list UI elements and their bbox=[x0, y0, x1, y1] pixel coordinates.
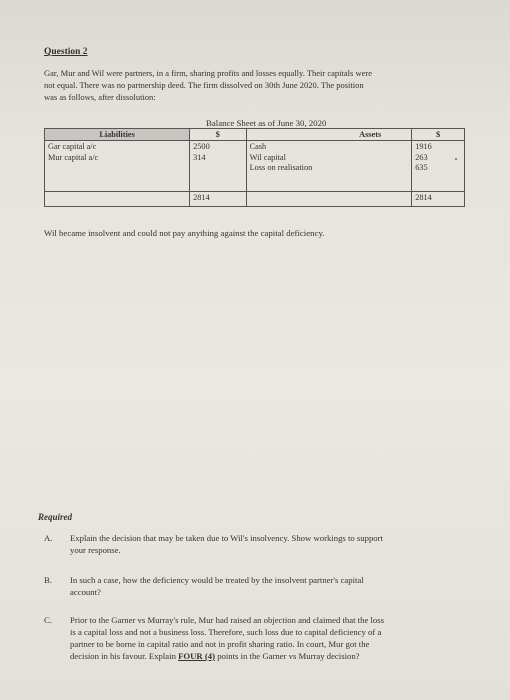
table-header-row bbox=[45, 129, 465, 141]
question-line: In such a case, how the deficiency would be treated by the insolvent partner's capital bbox=[70, 575, 364, 585]
intro-line: not equal. There was no partnership deed. The firm dissolved on 30th June 2020. The position bbox=[44, 80, 364, 90]
liability-amount: 2500 bbox=[193, 142, 210, 151]
insolvency-statement: Wil became insolvent and could not pay anything against the capital deficiency. bbox=[44, 228, 325, 238]
table-body-row bbox=[45, 141, 465, 192]
header-assets: Assets bbox=[246, 129, 412, 141]
question-line: Explain the decision that may be taken due to Wil's insolvency. Show workings to support bbox=[70, 533, 383, 543]
question-line: partner to be borne in capital ratio and not in profit sharing ratio. In court, Mur got the bbox=[70, 639, 370, 649]
balance-sheet-table bbox=[44, 128, 465, 207]
question-c bbox=[44, 614, 490, 666]
total-left-blank bbox=[45, 192, 190, 207]
question-line bbox=[70, 650, 384, 662]
header-liabilities: Liabilities bbox=[45, 129, 190, 141]
asset-amount: 635 bbox=[415, 163, 428, 172]
intro-line: Gar, Mur and Wil were partners, in a firm, sharing profits and losses equally. Their capitals were bbox=[44, 68, 372, 78]
asset-item: Cash bbox=[249, 142, 267, 151]
asset-item: Wil capital bbox=[249, 152, 286, 162]
header-dollar-right: $ bbox=[412, 129, 465, 141]
balance-sheet-title: Balance Sheet as of June 30, 2020 bbox=[206, 118, 327, 128]
asset-amounts-cell bbox=[412, 141, 465, 192]
emphasis-four: FOUR (4) bbox=[178, 651, 216, 661]
question-line: your response. bbox=[70, 545, 121, 555]
assets-cell bbox=[246, 141, 412, 192]
question-line: is a capital loss and not a business loss. Therefore, such loss due to capital deficiency of a bbox=[70, 627, 382, 637]
question-title: Question 2 bbox=[44, 47, 88, 57]
total-right-blank bbox=[246, 192, 412, 207]
intro-paragraph bbox=[44, 67, 462, 103]
liabilities-cell bbox=[45, 141, 190, 192]
liability-item: Mur capital a/c bbox=[48, 152, 99, 162]
question-line: Prior to the Garner vs Murray's rule, Mur had raised an objection and claimed that the loss bbox=[70, 615, 384, 625]
total-left: 2814 bbox=[190, 192, 246, 207]
intro-line: was as follows, after dissolution: bbox=[44, 92, 156, 102]
total-right: 2814 bbox=[412, 192, 465, 207]
question-letter: C. bbox=[44, 615, 52, 625]
question-letter: B. bbox=[44, 575, 52, 585]
table-total-row bbox=[45, 192, 465, 207]
asset-amount: 1916 bbox=[415, 142, 432, 151]
stray-mark bbox=[455, 158, 457, 160]
question-letter: A. bbox=[44, 533, 53, 543]
question-text bbox=[70, 614, 384, 662]
question-a bbox=[44, 532, 484, 558]
header-dollar-left: $ bbox=[190, 129, 246, 141]
question-line: account? bbox=[70, 587, 101, 597]
liability-amount: 314 bbox=[193, 152, 206, 162]
liability-amounts-cell bbox=[190, 141, 246, 192]
asset-amount: 263 bbox=[415, 152, 428, 162]
question-line-prefix: decision in his favour. Explain bbox=[70, 651, 179, 661]
question-text bbox=[70, 574, 364, 598]
question-b bbox=[44, 574, 484, 600]
question-line-suffix: points in the Garner vs Murray decision? bbox=[215, 651, 360, 661]
required-heading: Required bbox=[38, 512, 73, 522]
liability-item: Gar capital a/c bbox=[48, 142, 97, 151]
asset-item: Loss on realisation bbox=[249, 163, 313, 172]
question-text bbox=[70, 532, 383, 556]
